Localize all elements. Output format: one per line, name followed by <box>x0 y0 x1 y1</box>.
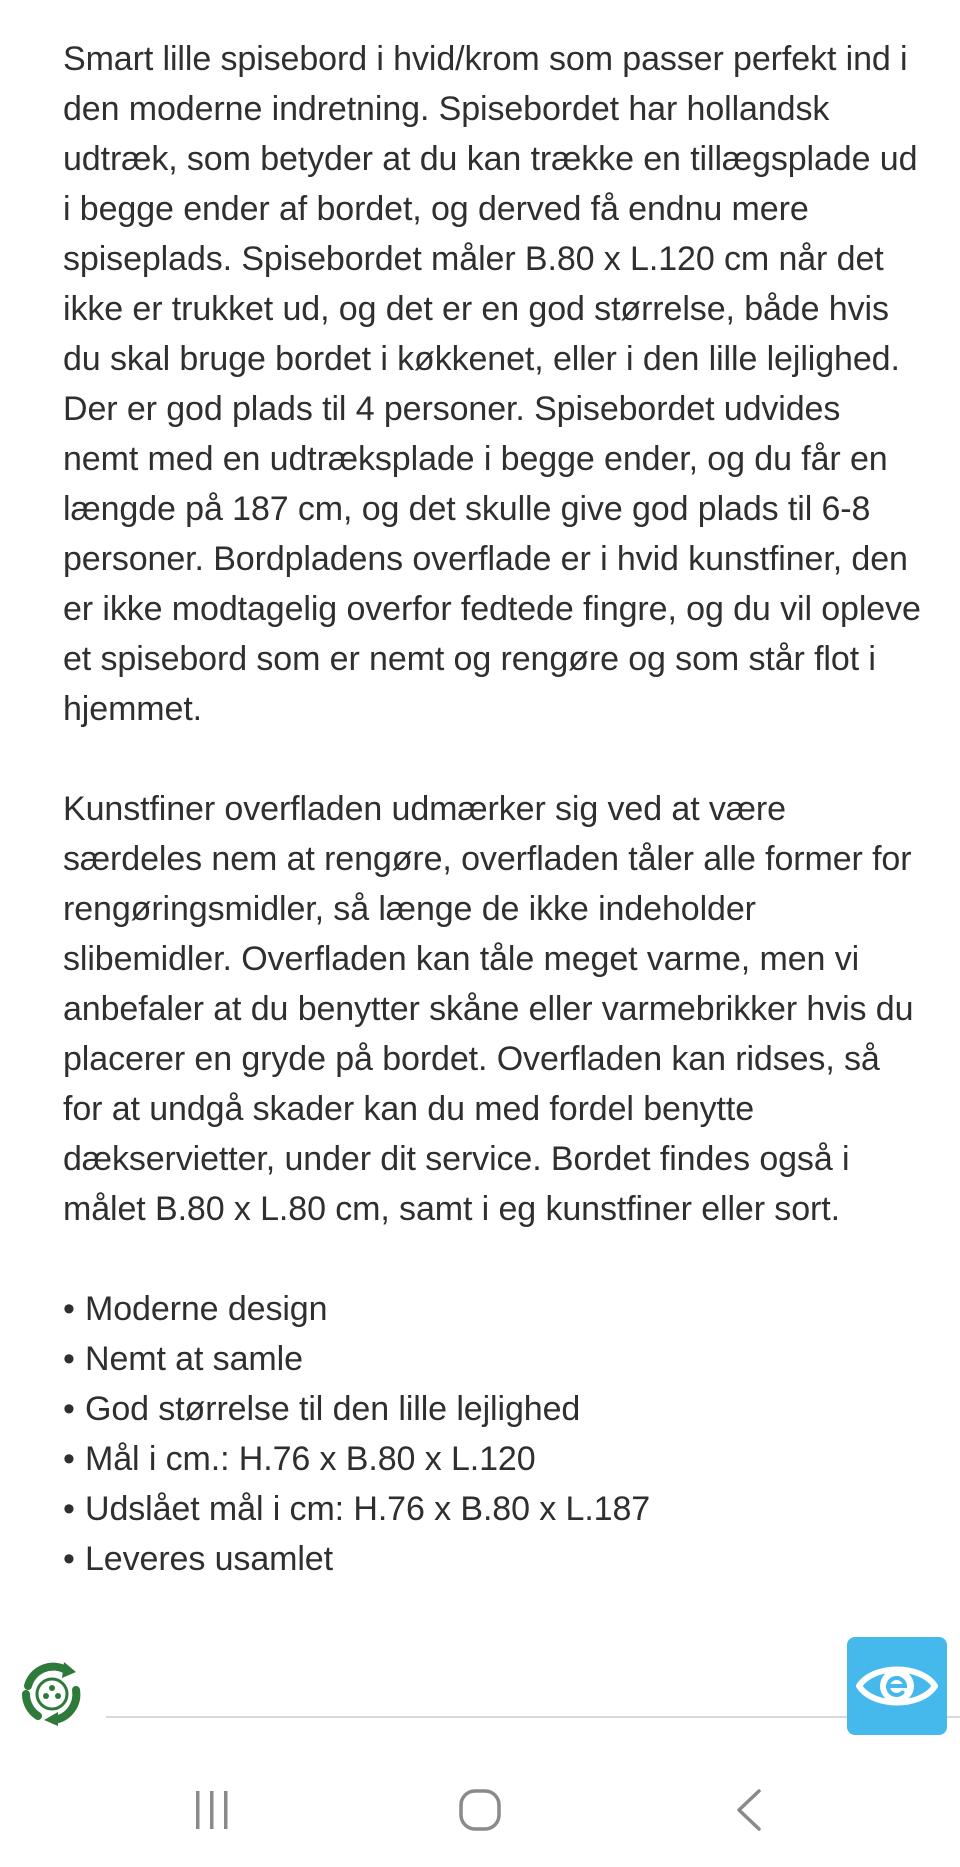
recycle-leaf-icon[interactable] <box>14 1656 90 1732</box>
divider <box>106 1716 960 1718</box>
bullet-marker: • <box>63 1340 75 1378</box>
list-item <box>63 1334 923 1384</box>
recents-button[interactable] <box>172 1780 252 1840</box>
home-icon <box>458 1788 502 1832</box>
bullet-marker: • <box>63 1490 75 1528</box>
back-button[interactable] <box>708 1780 788 1840</box>
feature-text: Leveres usamlet <box>85 1540 333 1578</box>
feature-text: Mål i cm.: H.76 x B.80 x L.120 <box>85 1440 536 1478</box>
feature-list <box>63 1284 923 1584</box>
bullet-marker: • <box>63 1440 75 1478</box>
system-navigation-bar <box>0 1760 960 1867</box>
feature-text: Moderne design <box>85 1290 328 1328</box>
bullet-marker: • <box>63 1390 75 1428</box>
description-paragraph-2: Kunstfiner overfladen udmærker sig ved at være særdeles nem at rengøre, overfladen tåler alle former for rengøringsmidler, så længe de ikke indeholder slibemidler. Overfladen kan tåle meget varme, men vi anbefaler at du benytter skåne eller varmebrikker hvis du placerer en gryde på bordet. Overfladen kan ridses, så for at undgå skader kan du med fordel benytte dækservietter, under dit service. Bordet findes også i målet B.80 x L.80 cm, samt i eg kunstfiner eller sort. <box>63 790 914 1228</box>
description-paragraph-1: Smart lille spisebord i hvid/krom som passer perfekt ind i den moderne indretning. Spisebordet har hollandsk udtræk, som betyder at du kan trække en tillægsplade ud i begge ender af bordet, og derved få endnu mere spiseplads. Spisebordet måler B.80 x L.120 cm når det ikke er trukket ud, og det er en god størrelse, både hvis du skal bruge bordet i køkkenet, eller i den lille lejlighed. Der er god plads til 4 personer. Spisebordet udvides nemt med en udtræksplade i begge ender, og du får en længde på 187 cm, og det skulle give god plads til 6-8 personer. Bordpladens overflade er i hvid kunstfiner, den er ikke modtagelig overfor fedtede fingre, og du vil opleve et spisebord som er nemt og rengøre og som står flot i hjemmet. <box>63 40 921 728</box>
list-item <box>63 1434 923 1484</box>
eye-accessibility-icon <box>855 1658 939 1714</box>
product-description <box>63 34 923 1584</box>
bullet-marker: • <box>63 1540 75 1578</box>
list-item <box>63 1484 923 1534</box>
list-item <box>63 1534 923 1584</box>
bullet-marker: • <box>63 1290 75 1328</box>
feature-text: Nemt at samle <box>85 1340 303 1378</box>
feature-text: God størrelse til den lille lejlighed <box>85 1390 581 1428</box>
list-item <box>63 1384 923 1434</box>
home-button[interactable] <box>440 1780 520 1840</box>
eye-accessibility-button[interactable] <box>847 1637 947 1735</box>
back-icon <box>733 1788 763 1832</box>
feature-text: Udslået mål i cm: H.76 x B.80 x L.187 <box>85 1490 651 1528</box>
recents-icon <box>192 1789 232 1831</box>
list-item <box>63 1284 923 1334</box>
